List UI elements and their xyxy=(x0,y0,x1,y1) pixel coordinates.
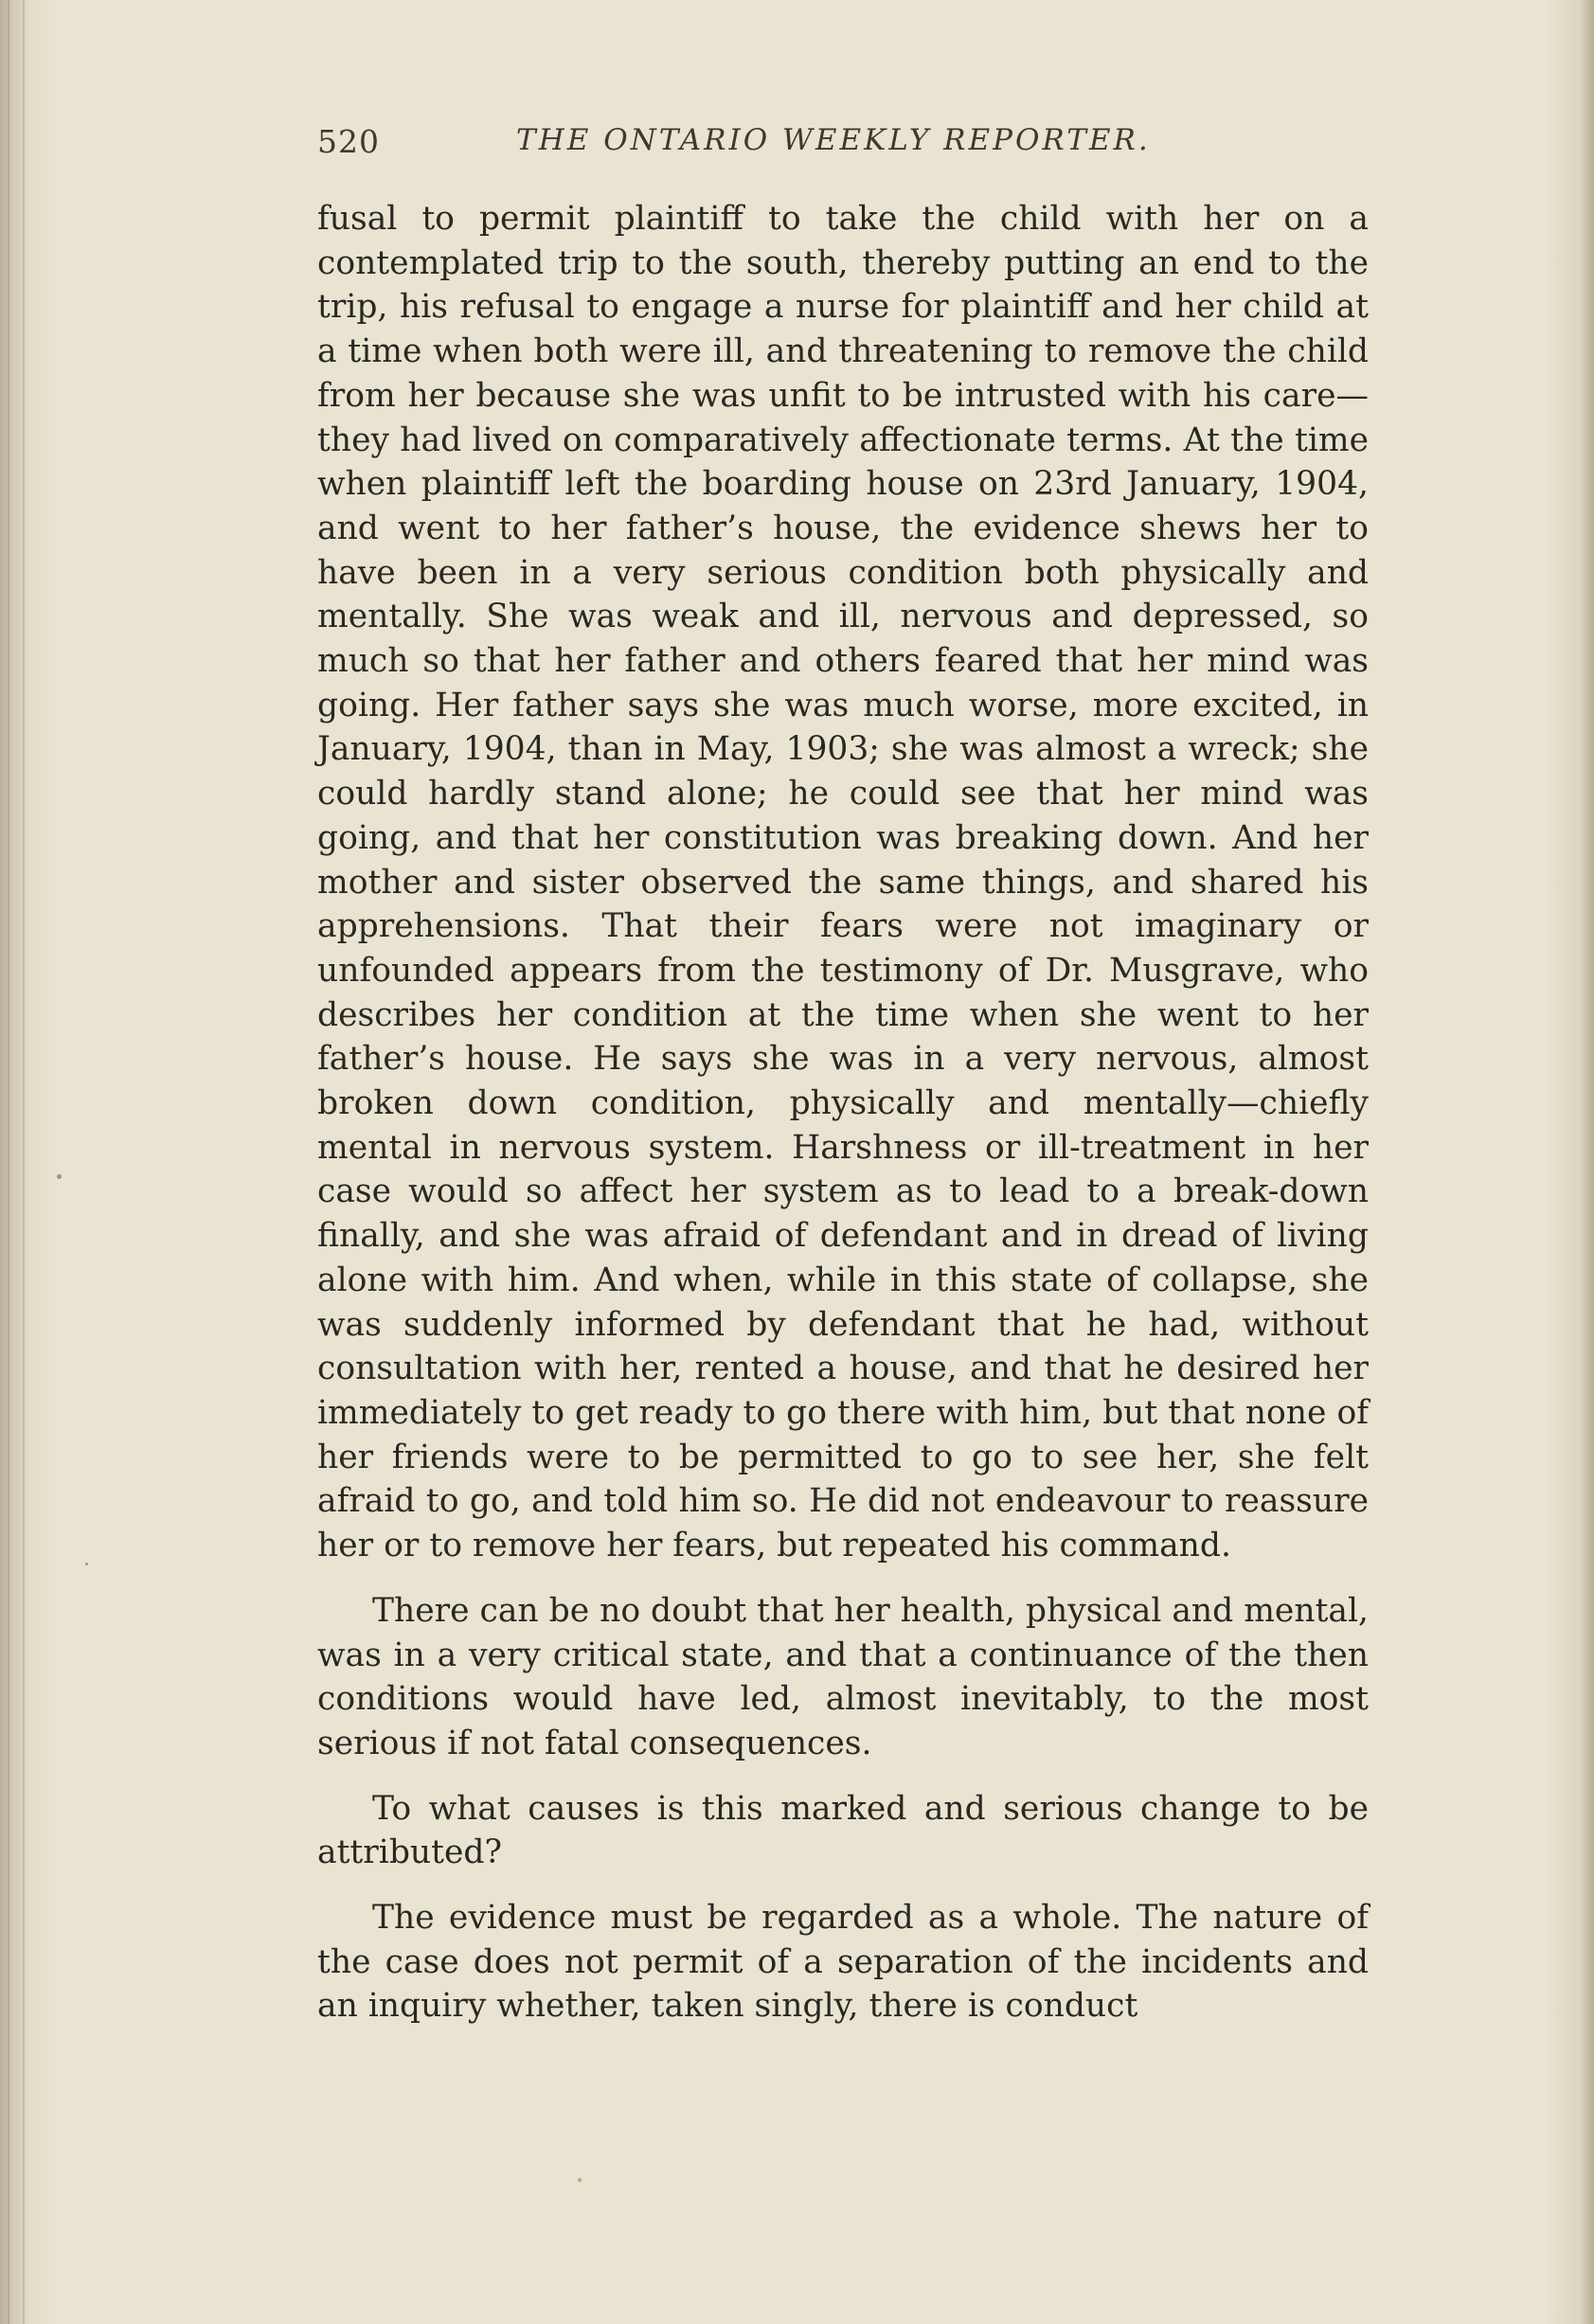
page-number: 520 xyxy=(317,123,380,160)
paragraph: To what causes is this marked and serious change to be attributed? xyxy=(317,1789,1369,1872)
page-outer-edge xyxy=(1581,0,1594,2324)
paper-speck xyxy=(57,1174,62,1179)
paragraph: There can be no doubt that her health, physical and mental, was in a very critical state, and that a continuance of the then conditions would have led, almost inevitably, to the most serious if not fatal consequences. xyxy=(317,1591,1369,1762)
body-text xyxy=(317,197,1369,2029)
paragraph: fusal to permit plaintiff to take the child with her on a contemplated trip to the south, thereby putting an end to the trip, his refusal to engage a nurse for plaintiff and her child at a time when both were ill, and threatening to remove the child from her because she was unfit to be intrusted with his care—they had lived on comparatively affectionate terms. At the time when plaintiff left the boarding house on 23rd January, 1904, and went to her father’s house, the evidence shews her to have been in a very serious condition both physically and mentally. She was weak and ill, nervous and depressed, so much so that her father and others feared that her mind was going. Her father says she was much worse, more excited, in January, 1904, than in May, 1903; she was almost a wreck; she could hardly stand alone; he could see that her mind was going, and that her constitution was breaking down. And her mother and sister observed the same things, and shared his apprehensions. That their fears were not imaginary or unfounded appears from the testimony of Dr. Musgrave, who describes her condition at the time when she went to her father’s house. He says she was in a very nervous, almost broken down condition, physically and mentally—chiefly mental in nervous system. Harshness or ill-treatment in her case would so affect her system as to lead to a break-down finally, and she was afraid of defendant and in dread of living alone with him. And when, while in this state of collapse, she was suddenly informed by defendant that he had, without consultation with her, rented a house, and that he desired her immediately to get ready to go there with him, but that none of her friends were to be permitted to go to see her, she felt afraid to go, and told him so. He did not endeavour to reassure her or to remove her fears, but repeated his command. xyxy=(317,200,1369,1565)
paper-speck xyxy=(85,1563,88,1565)
running-title: THE ONTARIO WEEKLY REPORTER. xyxy=(516,123,1151,157)
page-binding-edge xyxy=(23,0,25,2324)
paragraph: The evidence must be regarded as a whole. The nature of the case does not permit of a separation of the incidents and an inquiry whether, taken singly, there is conduct xyxy=(317,1899,1369,2026)
paper-speck xyxy=(578,2178,582,2182)
page-binding-edge xyxy=(8,0,9,2324)
running-header xyxy=(317,123,1369,170)
